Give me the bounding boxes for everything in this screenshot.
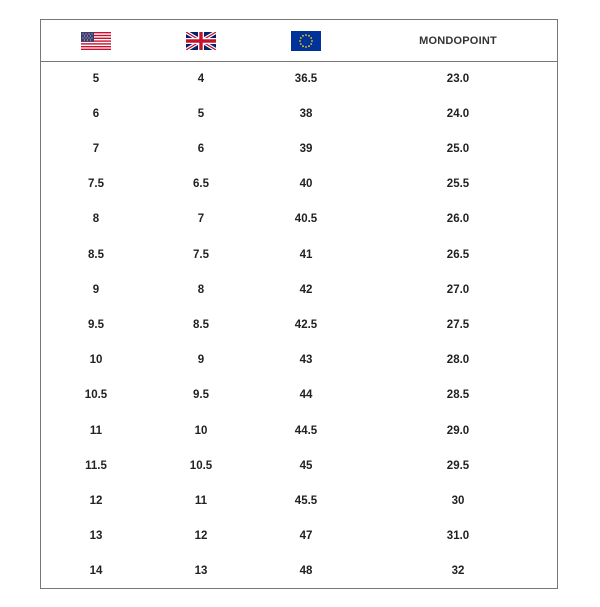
uk-size-cell: 7.5	[193, 248, 209, 261]
uk-size-cell: 9	[197, 354, 205, 367]
mondopoint-cell: 26.0	[446, 213, 470, 226]
eu-size-cell: 41	[299, 248, 313, 261]
uk-flag-icon	[186, 32, 216, 50]
size-conversion-table	[40, 19, 558, 589]
table-row	[41, 413, 557, 448]
table-row	[41, 307, 557, 342]
table-row	[41, 167, 557, 202]
uk-size-cell: 6.5	[193, 178, 209, 191]
eu-size-cell: 42	[299, 283, 313, 296]
us-size-cell: 6	[92, 107, 100, 120]
us-size-cell: 14	[89, 565, 103, 578]
table-row	[41, 96, 557, 131]
uk-size-cell: 4	[197, 72, 205, 85]
us-size-cell: 10.5	[84, 389, 108, 402]
eu-size-cell: 47	[299, 530, 313, 543]
us-size-cell: 11	[89, 424, 103, 437]
eu-size-cell: 44	[299, 389, 313, 402]
header-us	[64, 20, 128, 61]
uk-size-cell: 5	[197, 107, 205, 120]
uk-size-cell: 8.5	[193, 318, 209, 331]
mondopoint-cell: 26.5	[446, 248, 470, 261]
mondopoint-cell: 31.0	[446, 530, 470, 543]
header-uk	[169, 20, 233, 61]
uk-size-cell: 8	[197, 283, 205, 296]
eu-size-cell: 43	[299, 354, 313, 367]
eu-size-cell: 45.5	[294, 494, 318, 507]
us-size-cell: 9	[92, 283, 100, 296]
mondopoint-cell: 27.0	[446, 283, 470, 296]
uk-size-cell: 11	[194, 494, 208, 507]
mondopoint-cell: 29.0	[446, 424, 470, 437]
table-row	[41, 202, 557, 237]
uk-size-cell: 12	[194, 530, 208, 543]
us-size-cell: 8	[92, 213, 100, 226]
table-header	[41, 20, 557, 62]
table-row	[41, 378, 557, 413]
uk-size-cell: 7	[197, 213, 205, 226]
uk-size-cell: 6	[197, 142, 205, 155]
us-size-cell: 13	[89, 530, 103, 543]
eu-size-cell: 48	[299, 565, 313, 578]
eu-size-cell: 44.5	[294, 424, 318, 437]
eu-size-cell: 42.5	[294, 318, 318, 331]
us-size-cell: 9.5	[88, 318, 104, 331]
table-row	[41, 343, 557, 378]
us-size-cell: 7	[92, 142, 100, 155]
mondopoint-cell: 29.5	[446, 459, 470, 472]
table-row	[41, 61, 557, 96]
mondopoint-cell: 28.0	[446, 354, 470, 367]
uk-size-cell: 10	[194, 424, 208, 437]
table-row	[41, 448, 557, 483]
eu-size-cell: 39	[299, 142, 313, 155]
table-row	[41, 554, 557, 589]
us-size-cell: 8.5	[88, 248, 104, 261]
us-size-cell: 5	[92, 72, 100, 85]
header-mondopoint	[392, 20, 524, 61]
mondopoint-label: MONDOPOINT	[419, 34, 497, 47]
eu-size-cell: 36.5	[294, 72, 318, 85]
us-size-cell: 10	[89, 354, 103, 367]
eu-size-cell: 40.5	[294, 213, 318, 226]
table-row	[41, 519, 557, 554]
eu-size-cell: 45	[299, 459, 313, 472]
us-size-cell: 11.5	[85, 459, 107, 472]
table-row	[41, 131, 557, 166]
uk-size-cell: 9.5	[193, 389, 209, 402]
mondopoint-cell: 25.5	[446, 178, 470, 191]
table-row	[41, 237, 557, 272]
eu-flag-icon	[291, 31, 321, 51]
eu-size-cell: 38	[299, 107, 313, 120]
mondopoint-cell: 23.0	[446, 72, 470, 85]
table-row	[41, 272, 557, 307]
mondopoint-cell: 25.0	[446, 142, 470, 155]
eu-size-cell: 40	[299, 178, 313, 191]
uk-size-cell: 13	[194, 565, 208, 578]
mondopoint-cell: 30	[451, 494, 465, 507]
mondopoint-cell: 24.0	[446, 107, 470, 120]
us-size-cell: 12	[89, 494, 103, 507]
us-flag-icon	[81, 32, 111, 50]
uk-size-cell: 10.5	[189, 459, 213, 472]
mondopoint-cell: 27.5	[446, 318, 470, 331]
table-row	[41, 483, 557, 518]
us-size-cell: 7.5	[88, 178, 104, 191]
mondopoint-cell: 28.5	[446, 389, 470, 402]
header-eu	[274, 20, 338, 61]
mondopoint-cell: 32	[451, 565, 465, 578]
